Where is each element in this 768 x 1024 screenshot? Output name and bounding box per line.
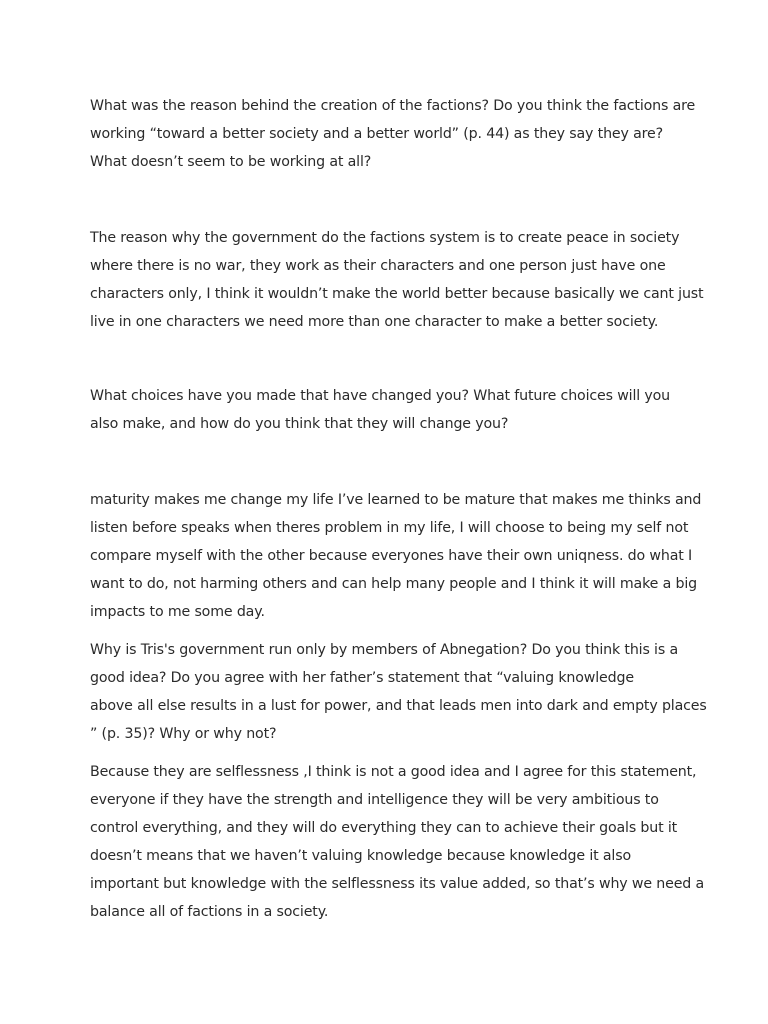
answer-2-line-4: want to do, not harming others and can help many people and I think it will make a big xyxy=(90,576,697,592)
answer-1-line-3: characters only, I think it wouldn’t make the world better because basically we cant just xyxy=(90,286,704,302)
question-3-line-1: Why is Tris's government run only by members of Abnegation? Do you think this is a xyxy=(90,642,678,658)
answer-3-line-5: important but knowledge with the selflessness its value added, so that’s why we need a xyxy=(90,876,705,892)
answer-1-line-2: where there is no war, they work as their characters and one person just have one xyxy=(90,258,666,274)
answer-2-line-2: listen before speaks when theres problem in my life, I will choose to being my self not xyxy=(90,520,689,536)
answer-3-line-3: control everything, and they will do everything they can to achieve their goals but it xyxy=(90,820,678,836)
question-1-line-2: working “toward a better society and a better world” (p. 44) as they say they are? xyxy=(90,126,663,142)
question-2-line-2: also make, and how do you think that they will change you? xyxy=(90,416,509,432)
answer-3-line-1: Because they are selflessness ,I think is not a good idea and I agree for this statement, xyxy=(90,764,697,780)
question-3-line-4: ” (p. 35)? Why or why not? xyxy=(90,726,277,742)
question-3-line-2: good idea? Do you agree with her father’s statement that “valuing knowledge xyxy=(90,670,634,686)
answer-3-line-4: doesn’t means that we haven’t valuing knowledge because knowledge it also xyxy=(90,848,631,864)
question-3-line-3: above all else results in a lust for power, and that leads men into dark and empty places xyxy=(90,698,707,714)
answer-3-line-2: everyone if they have the strength and intelligence they will be very ambitious to xyxy=(90,792,659,808)
answer-2-line-5: impacts to me some day. xyxy=(90,604,265,620)
question-2-line-1: What choices have you made that have changed you? What future choices will you xyxy=(90,388,671,404)
question-1-line-3: What doesn’t seem to be working at all? xyxy=(90,154,372,170)
question-1-line-1: What was the reason behind the creation of the factions? Do you think the factions are xyxy=(90,98,696,114)
answer-3-line-6: balance all of factions in a society. xyxy=(90,904,329,920)
answer-2-line-3: compare myself with the other because everyones have their own uniqness. do what I xyxy=(90,548,693,564)
answer-1-line-4: live in one characters we need more than one character to make a better society. xyxy=(90,314,659,330)
answer-2-line-1: maturity makes me change my life I’ve learned to be mature that makes me thinks and xyxy=(90,492,702,508)
answer-1-line-1: The reason why the government do the factions system is to create peace in society xyxy=(90,230,680,246)
